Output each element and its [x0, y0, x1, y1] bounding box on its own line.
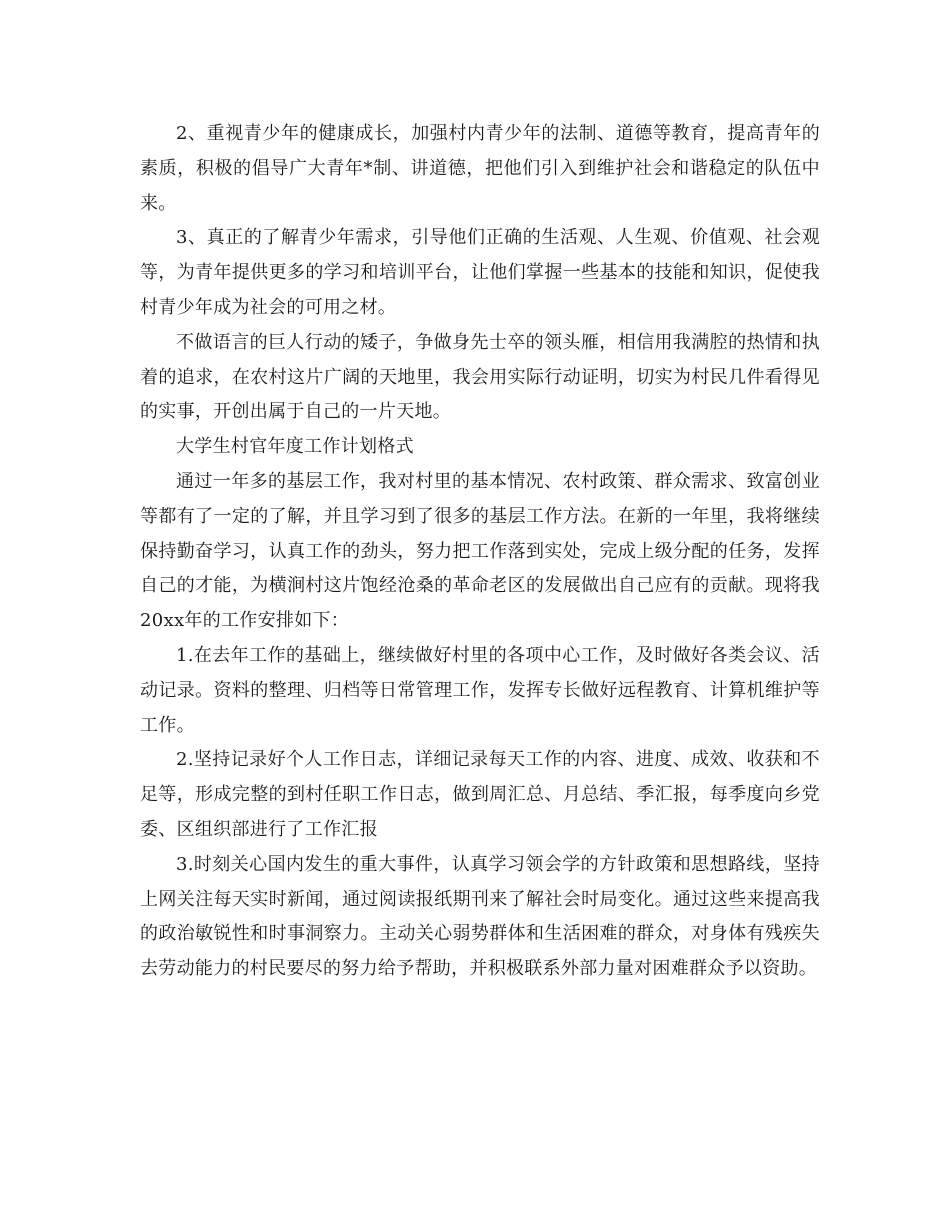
paragraph-item-2: 2、重视青少年的健康成长，加强村内青少年的法制、道德等教育，提高青年的素质，积极的倡导广大青年*制、讲道德，把他们引入到维护社会和谐稳定的队伍中来。	[140, 123, 820, 214]
paragraph-item-3: 3、真正的了解青少年需求，引导他们正确的生活观、人生观、价值观、社会观等，为青年提供更多的学习和培训平台，让他们掌握一些基本的技能和知识，促使我村青少年成为社会的可用之材。	[140, 227, 820, 318]
paragraph-closing-statement: 不做语言的巨人行动的矮子，争做身先士卒的领头雁，相信用我满腔的热情和执着的追求，在农村这片广阔的天地里，我会用实际行动证明，切实为村民几件看得见的实事，开创出属于自己的一片天地。	[140, 331, 820, 423]
paragraph-plan-2: 2.坚持记录好个人工作日志，详细记录每天工作的内容、进度、成效、收获和不足等，形成完整的到村任职工作日志，做到周汇总、月总结、季汇报，每季度向乡党委、区组织部进行了工作汇报	[140, 749, 820, 840]
section-heading: 大学生村官年度工作计划格式	[176, 436, 414, 458]
paragraph-plan-1: 1.在去年工作的基础上，继续做好村里的各项中心工作，及时做好各类会议、活动记录。资料的整理、归档等日常管理工作，发挥专长做好远程教育、计算机维护等工作。	[140, 644, 820, 736]
document-body	[140, 117, 820, 987]
paragraph-intro: 通过一年多的基层工作，我对村里的基本情况、农村政策、群众需求、致富创业等都有了一定的了解，并且学习到了很多的基层工作方法。在新的一年里，我将继续保持勤奋学习，认真工作的劲头，努力把工作落到实处，完成上级分配的任务，发挥自己的才能，为横涧村这片饱经沧桑的革命老区的发展做出自己应有的贡献。现将我20xx年的工作安排如下：	[140, 470, 820, 632]
paragraph-plan-3: 3.时刻关心国内发生的重大事件，认真学习领会学的方针政策和思想路线，坚持上网关注每天实时新闻，通过阅读报纸期刊来了解社会时局变化。通过这些来提高我的政治敏锐性和时事洞察力。主动关心弱势群体和生活困难的群众，对身体有残疾失去劳动能力的村民要尽的努力给予帮助，并积极联系外部力量对困难群众予以资助。	[140, 853, 820, 980]
